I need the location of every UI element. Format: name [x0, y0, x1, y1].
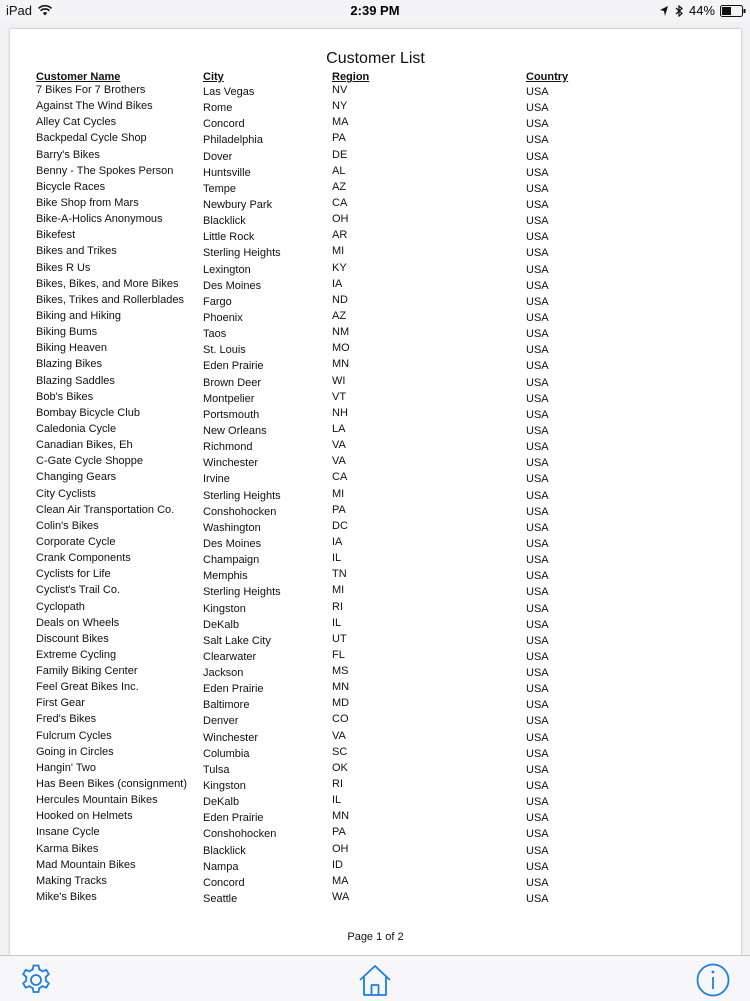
country-cell: USA: [526, 618, 549, 631]
customer-name-cell: 7 Bikes For 7 Brothers: [36, 84, 146, 96]
table-row: [10, 859, 741, 875]
city-cell: Blacklick: [203, 215, 246, 228]
region-cell: VA: [332, 455, 346, 468]
table-row: [10, 778, 741, 794]
customer-name-cell: Biking and Hiking: [36, 309, 121, 322]
region-cell: MA: [332, 116, 349, 129]
city-cell: Jackson: [203, 667, 244, 680]
customer-name-cell: Bike Shop from Mars: [36, 196, 139, 209]
city-cell: Eden Prairie: [203, 683, 264, 696]
battery-icon: [720, 5, 746, 17]
city-cell: New Orleans: [203, 424, 267, 437]
region-cell: ND: [332, 293, 348, 306]
customer-name-cell: C-Gate Cycle Shoppe: [36, 455, 143, 468]
customer-name-cell: Canadian Bikes, Eh: [36, 439, 133, 452]
city-cell: Tulsa: [203, 763, 230, 776]
country-cell: USA: [526, 360, 549, 373]
country-cell: USA: [526, 102, 549, 115]
country-cell: USA: [526, 311, 549, 324]
country-cell: USA: [526, 634, 549, 647]
customer-name-cell: Biking Bums: [36, 326, 98, 339]
region-cell: AL: [332, 164, 346, 177]
country-cell: USA: [526, 570, 549, 583]
city-cell: Richmond: [203, 441, 253, 454]
region-cell: PA: [332, 826, 346, 839]
customer-name-cell: Against The Wind Bikes: [36, 100, 153, 113]
city-cell: Concord: [203, 876, 245, 889]
table-row: [10, 310, 741, 326]
customer-name-cell: Changing Gears: [36, 471, 117, 484]
city-cell: Little Rock: [203, 231, 255, 244]
city-cell: Blacklick: [203, 844, 246, 857]
country-cell: USA: [526, 441, 549, 454]
country-cell: USA: [526, 328, 549, 341]
country-cell: USA: [526, 134, 549, 147]
region-cell: MI: [332, 245, 345, 258]
region-cell: MI: [332, 584, 345, 597]
table-row: [10, 520, 741, 536]
country-cell: USA: [526, 683, 549, 696]
region-cell: MO: [332, 342, 350, 355]
table-row: [10, 132, 741, 148]
region-cell: DC: [332, 519, 348, 532]
region-cell: LA: [332, 422, 346, 435]
info-button[interactable]: [693, 960, 733, 1000]
country-cell: USA: [526, 505, 549, 518]
table-header: [10, 71, 741, 85]
country-cell: USA: [526, 796, 549, 809]
city-cell: Seattle: [203, 893, 238, 906]
country-cell: USA: [526, 376, 549, 389]
city-cell: Winchester: [203, 457, 259, 470]
customer-name-cell: Bikes and Trikes: [36, 245, 117, 258]
city-cell: Champaign: [203, 554, 260, 567]
customer-name-cell: Cyclists for Life: [36, 568, 111, 581]
table-row: [10, 730, 741, 746]
region-cell: CO: [332, 713, 349, 726]
table-row: [10, 84, 741, 100]
column-header-country: Country: [526, 71, 569, 83]
customer-name-cell: Caledonia Cycle: [36, 422, 117, 435]
table-row: [10, 471, 741, 487]
region-cell: WA: [332, 891, 350, 904]
table-row: [10, 617, 741, 633]
customer-name-cell: Fulcrum Cycles: [36, 729, 112, 742]
region-cell: KY: [332, 261, 347, 274]
city-cell: Sterling Heights: [203, 586, 281, 599]
table-row: [10, 536, 741, 552]
country-cell: USA: [526, 86, 549, 98]
region-cell: PA: [332, 503, 346, 516]
table-row: [10, 294, 741, 310]
customer-name-cell: Making Tracks: [36, 874, 107, 887]
country-cell: USA: [526, 198, 549, 211]
country-cell: USA: [526, 182, 549, 195]
city-cell: Newbury Park: [203, 198, 273, 211]
customer-name-cell: Corporate Cycle: [36, 535, 116, 548]
region-cell: AZ: [332, 180, 347, 193]
table-row: [10, 407, 741, 423]
customer-name-cell: Has Been Bikes (consignment): [36, 778, 188, 791]
table-row: [10, 423, 741, 439]
city-cell: Sterling Heights: [203, 489, 281, 502]
city-cell: Fargo: [203, 295, 232, 308]
table-row: [10, 181, 741, 197]
city-cell: Huntsville: [203, 166, 251, 179]
region-cell: NY: [332, 100, 348, 113]
city-cell: Salt Lake City: [203, 634, 271, 647]
country-cell: USA: [526, 150, 549, 163]
region-cell: AR: [332, 229, 348, 242]
customer-name-cell: Discount Bikes: [36, 632, 109, 645]
country-cell: USA: [526, 457, 549, 470]
region-cell: MN: [332, 358, 350, 371]
table-row: [10, 601, 741, 617]
country-cell: USA: [526, 118, 549, 131]
country-cell: USA: [526, 828, 549, 841]
region-cell: MI: [332, 487, 345, 500]
table-row: [10, 439, 741, 455]
table-row: [10, 504, 741, 520]
city-cell: Conshohocken: [203, 505, 277, 518]
page-number: Page 1 of 2: [347, 931, 404, 943]
table-row: [10, 149, 741, 165]
table-row: [10, 100, 741, 116]
city-cell: Phoenix: [203, 311, 243, 324]
country-cell: USA: [526, 812, 549, 825]
status-time: 2:39 PM: [350, 3, 400, 18]
customer-name-cell: Bikefest: [36, 229, 76, 242]
country-cell: USA: [526, 295, 549, 308]
table-row: [10, 358, 741, 374]
table-row: [10, 197, 741, 213]
customer-name-cell: Benny - The Spokes Person: [36, 164, 174, 177]
table-row: [10, 633, 741, 649]
region-cell: VA: [332, 729, 346, 742]
table-row: [10, 326, 741, 342]
home-icon: [357, 962, 393, 998]
device-name: iPad: [6, 3, 33, 18]
city-cell: DeKalb: [203, 796, 240, 809]
battery-percent: 44%: [688, 3, 715, 18]
city-cell: Winchester: [203, 731, 259, 744]
country-cell: USA: [526, 424, 549, 437]
customer-name-cell: Extreme Cycling: [36, 648, 117, 661]
customer-name-cell: Cyclopath: [36, 600, 85, 613]
region-cell: VA: [332, 439, 346, 452]
customer-name-cell: Clean Air Transportation Co.: [36, 503, 175, 516]
country-cell: USA: [526, 344, 549, 357]
table-row: [10, 116, 741, 132]
status-right: [659, 3, 746, 18]
country-cell: USA: [526, 876, 549, 889]
city-cell: Columbia: [203, 747, 250, 760]
customer-name-cell: Deals on Wheels: [36, 616, 120, 629]
status-bar: [0, 0, 750, 22]
region-cell: IL: [332, 552, 342, 565]
bottom-toolbar: [0, 955, 750, 1001]
location-arrow-icon: [659, 5, 669, 17]
customer-name-cell: Mad Mountain Bikes: [36, 858, 136, 871]
city-cell: St. Louis: [203, 344, 246, 357]
region-cell: FL: [332, 648, 345, 661]
city-cell: Taos: [203, 328, 227, 341]
city-cell: Nampa: [203, 860, 239, 873]
customer-name-cell: Hooked on Helmets: [36, 810, 133, 823]
city-cell: Conshohocken: [203, 828, 277, 841]
country-cell: USA: [526, 392, 549, 405]
customer-name-cell: Mike's Bikes: [36, 891, 97, 904]
country-cell: USA: [526, 860, 549, 873]
customer-name-cell: Blazing Saddles: [36, 374, 115, 387]
customer-name-cell: Fred's Bikes: [36, 713, 97, 726]
city-cell: Memphis: [203, 570, 248, 583]
country-cell: USA: [526, 780, 549, 793]
customer-name-cell: City Cyclists: [36, 487, 96, 500]
customer-name-cell: Insane Cycle: [36, 826, 100, 839]
city-cell: Brown Deer: [203, 376, 262, 389]
customer-name-cell: Bikes, Bikes, and More Bikes: [36, 277, 179, 290]
country-cell: USA: [526, 279, 549, 292]
customer-name-cell: First Gear: [36, 697, 85, 710]
region-cell: OK: [332, 761, 348, 774]
region-cell: NH: [332, 406, 348, 419]
city-cell: Baltimore: [203, 699, 250, 712]
city-cell: DeKalb: [203, 618, 240, 631]
table-row: [10, 165, 741, 181]
country-cell: USA: [526, 247, 549, 260]
customer-table: [10, 84, 741, 907]
city-cell: Des Moines: [203, 537, 262, 550]
customer-name-cell: Karma Bikes: [36, 842, 99, 855]
customer-name-cell: Blazing Bikes: [36, 358, 103, 371]
region-cell: WI: [332, 374, 346, 387]
report-title: Customer List: [326, 50, 425, 67]
country-cell: USA: [526, 231, 549, 244]
country-cell: USA: [526, 408, 549, 421]
column-header-customer-name: Customer Name: [36, 71, 121, 83]
city-cell: Eden Prairie: [203, 360, 264, 373]
region-cell: AZ: [332, 309, 347, 322]
country-cell: USA: [526, 715, 549, 728]
region-cell: UT: [332, 632, 347, 645]
country-cell: USA: [526, 473, 549, 486]
customer-name-cell: Bikes, Trikes and Rollerblades: [36, 293, 184, 306]
region-cell: OH: [332, 213, 349, 226]
city-cell: Portsmouth: [203, 408, 260, 421]
table-row: [10, 245, 741, 261]
city-cell: Clearwater: [203, 650, 257, 663]
region-cell: IA: [332, 535, 343, 548]
customer-name-cell: Bob's Bikes: [36, 390, 94, 403]
settings-button[interactable]: [16, 960, 56, 1000]
country-cell: USA: [526, 215, 549, 228]
table-row: [10, 342, 741, 358]
country-cell: USA: [526, 263, 549, 276]
country-cell: USA: [526, 844, 549, 857]
table-row: [10, 568, 741, 584]
city-cell: Dover: [203, 150, 233, 163]
table-row: [10, 681, 741, 697]
table-row: [10, 278, 741, 294]
city-cell: Irvine: [203, 473, 230, 486]
region-cell: IL: [332, 794, 342, 807]
city-cell: Lexington: [203, 263, 251, 276]
customer-name-cell: Bicycle Races: [36, 180, 106, 193]
region-cell: IL: [332, 616, 342, 629]
table-row: [10, 455, 741, 471]
city-cell: Concord: [203, 118, 245, 131]
city-cell: Eden Prairie: [203, 812, 264, 825]
table-row: [10, 810, 741, 826]
country-cell: USA: [526, 893, 549, 906]
city-cell: Denver: [203, 715, 239, 728]
city-cell: Des Moines: [203, 279, 262, 292]
region-cell: DE: [332, 148, 348, 161]
region-cell: TN: [332, 568, 347, 581]
table-row: [10, 584, 741, 600]
customer-name-cell: Colin's Bikes: [36, 519, 99, 532]
report-page[interactable]: [10, 29, 741, 955]
city-cell: Kingston: [203, 780, 246, 793]
region-cell: IA: [332, 277, 343, 290]
column-header-city: City: [203, 71, 224, 83]
table-row: [10, 262, 741, 278]
country-cell: USA: [526, 699, 549, 712]
table-row: [10, 488, 741, 504]
region-cell: RI: [332, 778, 343, 791]
table-row: [10, 891, 741, 907]
region-cell: MN: [332, 681, 350, 694]
country-cell: USA: [526, 489, 549, 502]
customer-name-cell: Bombay Bicycle Club: [36, 406, 140, 419]
region-cell: NV: [332, 84, 348, 96]
table-row: [10, 826, 741, 842]
table-row: [10, 875, 741, 891]
customer-name-cell: Hangin' Two: [36, 761, 96, 774]
table-row: [10, 794, 741, 810]
table-row: [10, 229, 741, 245]
region-cell: OH: [332, 842, 349, 855]
region-cell: MN: [332, 810, 350, 823]
country-cell: USA: [526, 586, 549, 599]
region-cell: CA: [332, 196, 348, 209]
country-cell: USA: [526, 747, 549, 760]
customer-name-cell: Crank Components: [36, 552, 131, 565]
city-cell: Tempe: [203, 182, 237, 195]
table-row: [10, 843, 741, 859]
table-row: [10, 746, 741, 762]
region-cell: SC: [332, 745, 348, 758]
table-row: [10, 649, 741, 665]
customer-name-cell: Barry's Bikes: [36, 148, 100, 161]
country-cell: USA: [526, 537, 549, 550]
table-row: [10, 375, 741, 391]
region-cell: CA: [332, 471, 348, 484]
customer-name-cell: Cyclist's Trail Co.: [36, 584, 120, 597]
customer-name-cell: Family Biking Center: [36, 665, 138, 678]
customer-name-cell: Biking Heaven: [36, 342, 107, 355]
table-row: [10, 697, 741, 713]
bluetooth-icon: [674, 5, 684, 17]
country-cell: USA: [526, 554, 549, 567]
city-cell: Philadelphia: [203, 134, 263, 147]
city-cell: Las Vegas: [203, 86, 255, 98]
country-cell: USA: [526, 667, 549, 680]
region-cell: RI: [332, 600, 343, 613]
customer-name-cell: Going in Circles: [36, 745, 114, 758]
table-row: [10, 762, 741, 778]
country-cell: USA: [526, 731, 549, 744]
country-cell: USA: [526, 521, 549, 534]
city-cell: Washington: [203, 521, 261, 534]
region-cell: NM: [332, 326, 350, 339]
gear-icon: [18, 962, 54, 998]
city-cell: Kingston: [203, 602, 246, 615]
region-cell: PA: [332, 132, 346, 145]
country-cell: USA: [526, 166, 549, 179]
table-row: [10, 213, 741, 229]
country-cell: USA: [526, 763, 549, 776]
table-row: [10, 391, 741, 407]
customer-name-cell: Backpedal Cycle Shop: [36, 132, 147, 145]
region-cell: ID: [332, 858, 343, 871]
region-cell: MS: [332, 665, 349, 678]
table-row: [10, 713, 741, 729]
customer-name-cell: Bike-A-Holics Anonymous: [36, 213, 163, 226]
column-header-region: Region: [332, 71, 370, 83]
region-cell: MA: [332, 874, 349, 887]
region-cell: VT: [332, 390, 347, 403]
country-cell: USA: [526, 650, 549, 663]
city-cell: Sterling Heights: [203, 247, 281, 260]
city-cell: Montpelier: [203, 392, 255, 405]
table-row: [10, 552, 741, 568]
home-button[interactable]: [355, 960, 395, 1000]
customer-name-cell: Hercules Mountain Bikes: [36, 794, 158, 807]
table-row: [10, 665, 741, 681]
country-cell: USA: [526, 602, 549, 615]
city-cell: Rome: [203, 102, 233, 115]
customer-name-cell: Alley Cat Cycles: [36, 116, 117, 129]
info-icon: [695, 962, 731, 998]
customer-name-cell: Bikes R Us: [36, 261, 91, 274]
region-cell: MD: [332, 697, 350, 710]
customer-name-cell: Feel Great Bikes Inc.: [36, 681, 139, 694]
